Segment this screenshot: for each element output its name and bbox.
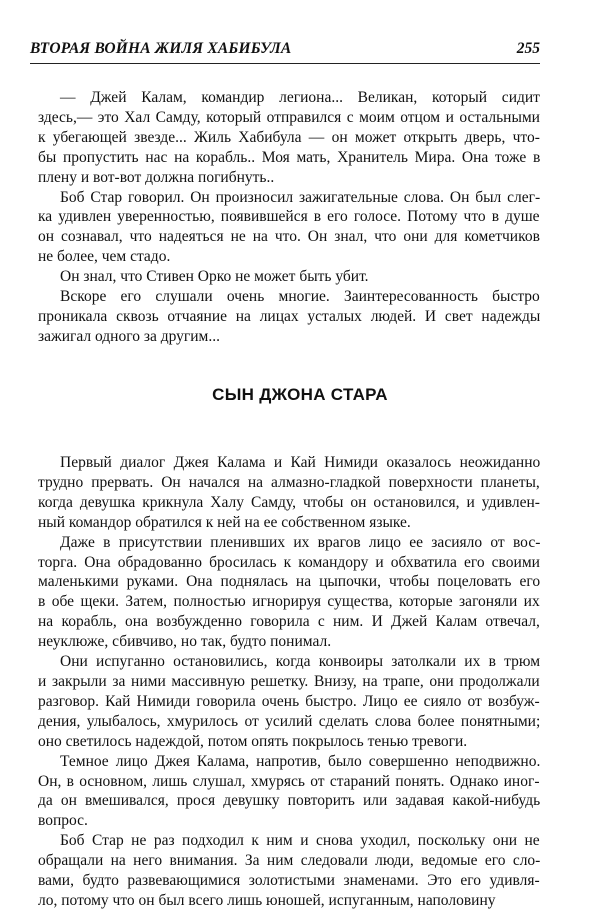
text-line: ный командор обратился к ней на ее собственном языке. — [38, 513, 411, 531]
text-line: вопрос. — [38, 812, 88, 830]
text-line: здесь,— это Хал Самду, который отправился с моим отцом и остальными — [38, 108, 540, 126]
text-line: плену и вот-вот должна погибнуть.. — [38, 168, 275, 186]
page-number: 255 — [516, 40, 540, 57]
text-line: бы пропустить нас на корабль.. Моя мать, Хранитель Мира. Она тоже в — [38, 148, 541, 166]
text-line: — Джей Калам, командир легиона... Великан, который сидит — [60, 89, 540, 106]
paragraph — [38, 652, 540, 752]
text-line: ло, потому что он был всего лишь юношей, испуганным, наполовину — [38, 891, 496, 909]
text-line: да он вмешивался, прося девушку повторить или задавая какой-нибудь — [38, 792, 541, 810]
text-line: маленькими руками. Она поднялась на цыпочки, чтобы поцеловать его — [38, 573, 541, 591]
text-line: не более, чем стадо. — [38, 248, 171, 266]
text-line: в обе щеки. Затем, полностью игнорируя существа, которые загоняли их — [38, 593, 540, 611]
paragraph — [38, 752, 540, 832]
text-line: он сознавал, что надеяться не на что. Он знал, что они для кометчиков — [38, 228, 540, 246]
running-head — [30, 40, 540, 64]
paragraph — [38, 453, 540, 533]
section-1-text — [38, 88, 540, 347]
text-line: Он, в основном, лишь слушал, хмурясь от стараний понять. Однако иног- — [38, 772, 540, 790]
paragraph — [38, 88, 540, 188]
text-line: Первый диалог Джея Калама и Кай Нимиди оказалось неожиданно — [60, 454, 541, 471]
paragraph — [38, 287, 540, 347]
text-line: зажигал одного за другим... — [38, 327, 220, 345]
text-line: Вскоре его слушали очень многие. Заинтересованность быстро — [60, 288, 540, 306]
text-line: Они испуганно остановились, когда конвоиры затолкали их в трюм — [60, 653, 541, 671]
section-2-text — [38, 453, 540, 911]
text-line: торга. Она обрадованно бросилась к командору и обхватила его своими — [38, 553, 540, 571]
text-line: дения, улыбалось, хмурилось от усилий сделать слова более понятными; — [38, 712, 541, 730]
text-line: и закрыли за ними массивную решетку. Внизу, на трапе, они продолжали — [38, 672, 540, 690]
paragraph — [38, 533, 540, 652]
running-title: ВТОРАЯ ВОЙНА ЖИЛЯ ХАБИБУЛА — [30, 40, 292, 57]
text-line: Даже в присутствии пленивших их врагов лицо ее засияло от вос- — [60, 533, 541, 551]
text-line: Боб Стар говорил. Он произносил зажигательные слова. Он был слег- — [60, 188, 541, 206]
header-rule — [30, 63, 540, 64]
text-line: когда девушка крикнула Халу Самду, чтобы он остановился, и удивлен- — [38, 493, 540, 511]
paragraph — [38, 831, 540, 911]
text-line: оно светилось надеждой, потом опять покрылось тенью тревоги. — [38, 732, 468, 750]
text-line: обращали на него внимания. За ним следовали люди, ведомые его сло- — [38, 852, 541, 870]
chapter-title: СЫН ДЖОНА СТАРА — [212, 385, 388, 404]
text-line: вами, будто развевающимися золотистыми знаменами. Это его удивля- — [38, 872, 540, 890]
text-line: трудно прервать. Он начался на алмазно-гладкой поверхности планеты, — [38, 473, 540, 491]
paragraph — [38, 188, 540, 268]
text-line: неуклюже, сбивчиво, но так, будто понимал. — [38, 633, 332, 651]
text-line: Темное лицо Джея Калама, напротив, было совершенно неподвижно. — [60, 752, 541, 770]
text-line: на корабль, она возбужденно говорила с ним. И Джей Калам отвечал, — [38, 613, 540, 631]
text-line: ка удивлен уверенностью, появившейся в его голосе. Потому что в душе — [38, 208, 540, 226]
paragraph — [38, 267, 540, 287]
text-line: Боб Стар не раз подходил к ним и снова уходил, поскольку они не — [60, 832, 540, 850]
text-line: к убегающей звезде... Жиль Хабибула — он может открыть дверь, что- — [38, 128, 540, 146]
text-line: проникала сквозь отчаяние на лицах усталых людей. И свет надежды — [38, 307, 541, 325]
text-line: Он знал, что Стивен Орко не может быть убит. — [60, 268, 369, 286]
text-line: разговор. Кай Нимиди говорила очень быстро. Лицо ее сияло от возбуж- — [38, 692, 540, 710]
